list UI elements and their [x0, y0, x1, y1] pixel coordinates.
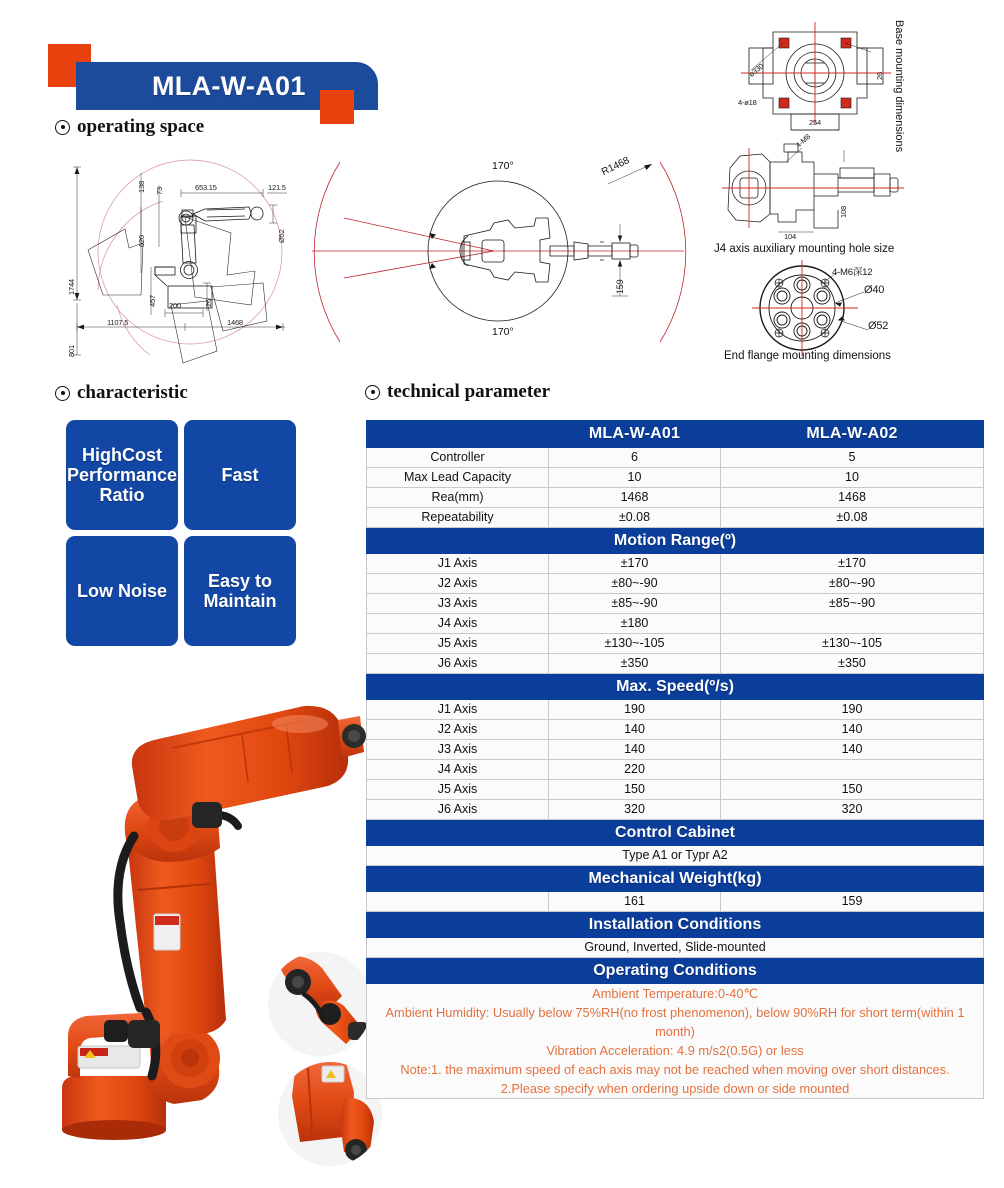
table-row	[367, 780, 984, 800]
characteristic-box-easy-maintain[interactable]: Easy to Maintain	[184, 536, 296, 646]
table-cell-a02: 140	[721, 740, 984, 760]
table-row	[367, 634, 984, 654]
end-flange-caption: End flange mounting dimensions	[724, 350, 891, 362]
table-cell-a02: ±130~-105	[721, 634, 984, 654]
table-row	[367, 554, 984, 574]
j4-axis-caption: J4 axis auxiliary mounting hole size	[714, 243, 895, 255]
table-cell-a02: ±350	[721, 654, 984, 674]
table-row-label: J1 Axis	[367, 700, 549, 720]
table-cell-a01: 320	[549, 800, 721, 820]
characteristic-grid	[66, 420, 296, 652]
table-section-header-label: Mechanical Weight(kg)	[367, 866, 984, 892]
note-line: 2.Please specify when ordering upside down or side mounted	[500, 1081, 850, 1096]
note-line: Ambient Temperature:0-40℃	[592, 986, 758, 1001]
bullet-icon	[55, 386, 70, 401]
table-row	[367, 760, 984, 780]
dim-d52: Ø52	[277, 229, 286, 243]
table-row	[367, 740, 984, 760]
table-row-label: J2 Axis	[367, 574, 549, 594]
table-cell-a02	[721, 760, 984, 780]
table-section-header-label: Control Cabinet	[367, 820, 984, 846]
dim-138: 138	[137, 181, 146, 193]
robot-detail-inset-wrist	[268, 952, 372, 1056]
table-section-header-label: Installation Conditions	[367, 912, 984, 938]
table-cell-a02: 190	[721, 700, 984, 720]
side-view-work-envelope-diagram	[55, 155, 320, 370]
table-section-header-label: Motion Range(º)	[367, 528, 984, 554]
table-fullwidth-row	[367, 938, 984, 958]
characteristic-box-fast[interactable]: Fast	[184, 420, 296, 530]
decor-square-bottom-right	[320, 90, 354, 124]
base-width-dim: 254	[809, 118, 821, 127]
table-cell-a02: 5	[721, 448, 984, 468]
table-row	[367, 468, 984, 488]
table-cell-a01: 140	[549, 740, 721, 760]
flange-outer-label: Ø52	[868, 320, 889, 332]
j4-axis-svg	[718, 140, 908, 240]
dim-159: 159	[615, 279, 625, 294]
table-cell-a02: 159	[721, 892, 984, 912]
flange-bore-label: Ø40	[864, 284, 885, 296]
table-cell-a01: 161	[549, 892, 721, 912]
table-section-header-row	[367, 674, 984, 700]
characteristic-box-low-noise[interactable]: Low Noise	[66, 536, 178, 646]
table-row-label: J4 Axis	[367, 760, 549, 780]
table-section-header-row	[367, 958, 984, 984]
note-line: Note:1. the maximum speed of each axis may not be reached when moving over short distances.	[400, 1062, 950, 1077]
table-cell-a01: ±85~-90	[549, 594, 721, 614]
table-row	[367, 488, 984, 508]
table-row	[367, 800, 984, 820]
table-column-header-row	[367, 421, 984, 448]
column-header-model-a02: MLA-W-A02	[721, 421, 984, 448]
table-row-label: J6 Axis	[367, 654, 549, 674]
table-row	[367, 700, 984, 720]
table-section-header-row	[367, 912, 984, 938]
note-line: Ambient Humidity: Usually below 75%RH(no frost phenomenon), below 90%RH for short term(within 1 month)	[385, 1005, 965, 1039]
table-cell-a01: ±170	[549, 554, 721, 574]
end-flange-diagram	[742, 258, 942, 358]
table-row-label: J4 Axis	[367, 614, 549, 634]
table-row-label: Rea(mm)	[367, 488, 549, 508]
base-mounting-svg	[735, 18, 915, 128]
top-view-svg	[312, 150, 687, 355]
j4-dim-a: 104	[784, 232, 796, 241]
dim-457: 457	[148, 295, 157, 307]
page-title: MLA-W-A01	[152, 70, 306, 101]
base-pcd-label: ø330	[747, 61, 766, 79]
dim-1468: 1468	[227, 318, 243, 327]
dim-801: 801	[67, 345, 76, 357]
column-header-blank	[367, 421, 549, 448]
table-body	[367, 448, 984, 1099]
table-cell-a02: ±170	[721, 554, 984, 574]
note-line: Vibration Acceleration: 4.9 m/s2(0.5G) or less	[546, 1043, 804, 1058]
characteristic-row	[66, 536, 296, 646]
bullet-icon	[365, 385, 380, 400]
table-section-header-label: Max. Speed(º/s)	[367, 674, 984, 700]
table-row-label: J3 Axis	[367, 740, 549, 760]
table-cell-a01: ±0.08	[549, 508, 721, 528]
table-cell-a01: 10	[549, 468, 721, 488]
base-hole-note: 4-ø18	[738, 98, 757, 107]
heading-characteristic-label: characteristic	[77, 382, 188, 403]
table-fullwidth-value: Type A1 or Typr A2	[367, 846, 984, 866]
table-cell-a02: 320	[721, 800, 984, 820]
table-row	[367, 654, 984, 674]
dim-620: 620	[137, 235, 146, 247]
table-cell-a01: ±350	[549, 654, 721, 674]
base-mounting-diagram	[735, 18, 915, 128]
table-row	[367, 720, 984, 740]
angle-bottom-label: 170°	[492, 326, 514, 338]
j4-axis-diagram	[718, 132, 908, 241]
characteristic-box-cost[interactable]: HighCost Performance Ratio	[66, 420, 178, 530]
top-view-rotation-diagram	[312, 150, 687, 355]
table-row-label: Max Lead Capacity	[367, 468, 549, 488]
radius-label: R1468	[600, 155, 632, 178]
technical-parameter-table	[366, 420, 984, 1099]
table-row	[367, 574, 984, 594]
table-cell-a02: ±0.08	[721, 508, 984, 528]
inset-wrist-illustration	[268, 952, 372, 1056]
table-row-label: J3 Axis	[367, 594, 549, 614]
title-banner	[48, 44, 408, 114]
table-cell-a02: 10	[721, 468, 984, 488]
table-cell-a01: ±180	[549, 614, 721, 634]
angle-top-label: 170°	[492, 160, 514, 172]
flange-thread-label: 4-M6深12	[832, 267, 873, 278]
base-depth-dim: 26	[875, 72, 884, 80]
dim-121: 121.5	[268, 183, 286, 192]
table-row	[367, 614, 984, 634]
table-row-label: Controller	[367, 448, 549, 468]
table-row	[367, 448, 984, 468]
dim-73: 73	[155, 187, 164, 195]
table-cell-a02: 150	[721, 780, 984, 800]
table-cell-a01: 1468	[549, 488, 721, 508]
table-row-label: J1 Axis	[367, 554, 549, 574]
table-fullwidth-value: Ground, Inverted, Slide-mounted	[367, 938, 984, 958]
table-section-header-label: Operating Conditions	[367, 958, 984, 984]
j4-dim-b: 108	[839, 206, 848, 218]
table-cell-a01: 6	[549, 448, 721, 468]
table-cell-a01: ±130~-105	[549, 634, 721, 654]
characteristic-row	[66, 420, 296, 530]
heading-technical-parameter	[365, 381, 550, 403]
table-row-label: J5 Axis	[367, 780, 549, 800]
base-mounting-caption: Base mounting dimensions	[893, 20, 905, 153]
table-section-header-row	[367, 820, 984, 846]
table-row-label: Repeatability	[367, 508, 549, 528]
table-row	[367, 508, 984, 528]
table-cell-a01: ±80~-90	[549, 574, 721, 594]
table-cell-a02: ±80~-90	[721, 574, 984, 594]
j4-thread-label: 4-M8	[794, 132, 813, 150]
dim-200: 200	[169, 301, 181, 310]
table-row-label: J6 Axis	[367, 800, 549, 820]
dim-1744: 1744	[67, 279, 76, 295]
table-cell-a02	[721, 614, 984, 634]
table-section-header-row	[367, 866, 984, 892]
table-row-label: J5 Axis	[367, 634, 549, 654]
table-cell-a02: 1468	[721, 488, 984, 508]
dim-1107: 1107.5	[107, 318, 129, 327]
table-row-label	[367, 892, 549, 912]
table-row	[367, 892, 984, 912]
table-cell-a01: 190	[549, 700, 721, 720]
table-cell-a02: 140	[721, 720, 984, 740]
dim-653: 653.15	[195, 183, 217, 192]
heading-characteristic	[55, 382, 188, 404]
table-cell-a01: 150	[549, 780, 721, 800]
table-row	[367, 594, 984, 614]
table-fullwidth-row	[367, 846, 984, 866]
dim-26: 26	[204, 299, 213, 307]
operating-conditions-notes-row	[367, 984, 984, 1099]
robot-product-photo	[42, 690, 362, 1160]
table-cell-a01: 220	[549, 760, 721, 780]
operating-conditions-notes	[367, 984, 984, 1099]
column-header-model-a01: MLA-W-A01	[549, 421, 721, 448]
bullet-icon	[55, 120, 70, 135]
table-cell-a01: 140	[549, 720, 721, 740]
table-cell-a02: ±85~-90	[721, 594, 984, 614]
table-section-header-row	[367, 528, 984, 554]
heading-technical-parameter-label: technical parameter	[387, 381, 551, 402]
heading-operating-space	[55, 116, 204, 138]
table-row-label: J2 Axis	[367, 720, 549, 740]
heading-operating-space-label: operating space	[77, 116, 205, 137]
